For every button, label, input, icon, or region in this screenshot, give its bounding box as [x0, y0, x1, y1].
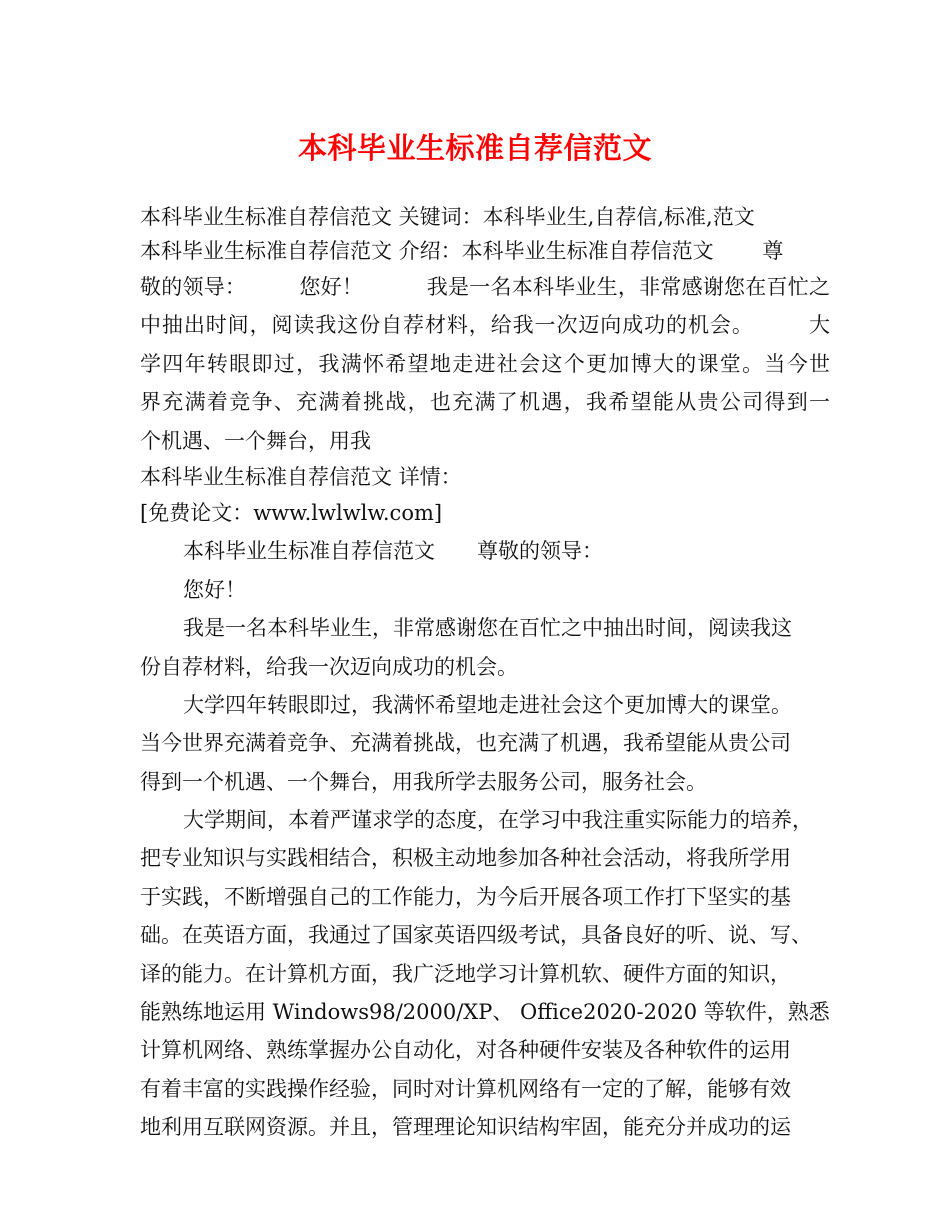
paragraph-line: 译的能力。在计算机方面，我广泛地学习计算机软、硬件方面的知识， — [140, 961, 791, 986]
paragraph-line: 能熟练地运用 Windows98/2000/XP、 Office2020-2020 等软件，熟悉 — [140, 1000, 830, 1025]
paragraph-line: 有着丰富的实践操作经验，同时对计算机网络有一定的了解，能够有效 — [140, 1076, 791, 1101]
document-body — [140, 200, 830, 1147]
paragraph-line: 把专业知识与实践相结合，积极主动地参加各种社会活动，将我所学用 — [140, 846, 791, 871]
paragraph-line: 计算机网络、熟练掌握办公自动化，对各种硬件安装及各种软件的运用 — [140, 1038, 791, 1063]
paragraph-line: 大学四年转眼即过，我满怀希望地走进社会这个更加博大的课堂。 — [183, 692, 792, 717]
paragraph-line: 当今世界充满着竞争、充满着挑战，也充满了机遇，我希望能从贵公司 — [140, 731, 791, 756]
paragraph-line: 地利用互联网资源。并且，管理理论知识结构牢固，能充分并成功的运 — [140, 1115, 791, 1140]
letter-heading-line: 本科毕业生标准自荐信范文 尊敬的领导： — [183, 539, 603, 564]
greeting-line: 您好！ — [183, 577, 246, 602]
paragraph-line: 大学期间，本着严谨求学的态度，在学习中我注重实际能力的培养， — [183, 808, 813, 833]
summary-line: 中抽出时间，阅读我这份自荐材料，给我一次迈向成功的机会。 大 — [140, 313, 830, 338]
summary-line: 敬的领导： 您好！ 我是一名本科毕业生，非常感谢您在百忙之 — [140, 275, 830, 299]
summary-line: 本科毕业生标准自荐信范文 介绍：本科毕业生标准自荐信范文 尊 — [140, 239, 784, 263]
keywords-line: 本科毕业生标准自荐信范文 关键词：本科毕业生,自荐信,标准,范文 — [140, 205, 755, 229]
document-title: 本科毕业生标准自荐信范文 — [297, 131, 652, 165]
source-link-line: [免费论文：www.lwlwlw.com] — [140, 500, 443, 525]
summary-line: 个机遇、一个舞台，用我 — [140, 428, 371, 453]
paragraph-line: 份自荐材料，给我一次迈向成功的机会。 — [140, 654, 518, 679]
summary-line: 界充满着竞争、充满着挑战，也充满了机遇，我希望能从贵公司得到一 — [140, 390, 830, 415]
paragraph-line: 得到一个机遇、一个舞台，用我所学去服务公司，服务社会。 — [140, 769, 707, 794]
paragraph-line: 我是一名本科毕业生，非常感谢您在百忙之中抽出时间，阅读我这 — [183, 616, 792, 641]
details-line: 本科毕业生标准自荐信范文 详情： — [140, 464, 462, 489]
summary-line: 学四年转眼即过，我满怀希望地走进社会这个更加博大的课堂。当今世 — [140, 351, 830, 376]
paragraph-line: 于实践，不断增强自己的工作能力，为今后开展各项工作打下坚实的基 — [140, 884, 791, 909]
paragraph-line: 础。在英语方面，我通过了国家英语四级考试，具备良好的听、说、写、 — [140, 923, 812, 948]
